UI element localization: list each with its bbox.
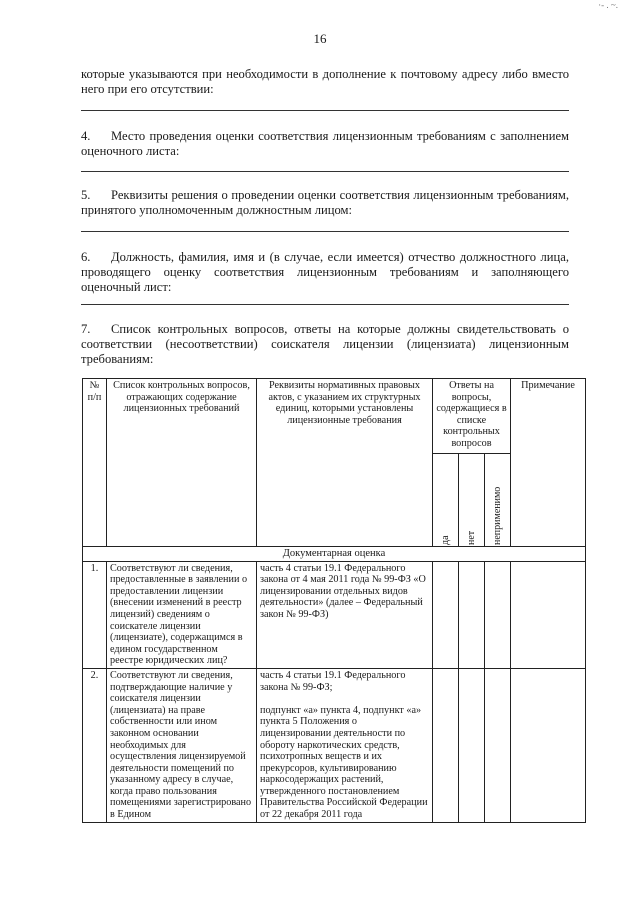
header-no-label: нет (465, 530, 477, 545)
answer-na-cell[interactable] (485, 668, 511, 822)
item-text: Список контрольных вопросов, ответы на которые должны свидетельствовать о соответствии (несоответствии) соискателя лицензии (лицензиата) лицензионным требованиям: (81, 322, 569, 366)
note-cell[interactable] (511, 668, 586, 822)
corner-mark: ·- . ~. (598, 0, 618, 10)
row-question: Соответствуют ли сведения, предоставленные в заявлении о предоставлении лицензии (внесении изменений в реестр лицензий) сведениям о соискателе лицензии (лицензиате), содержащимся в едином государственном реестре юридических лиц? (107, 561, 257, 668)
row-requisite: часть 4 статьи 19.1 Федерального закона от 4 мая 2011 года № 99-ФЗ «О лицензировании отдельных видов деятельности» (далее – Федеральный закон № 99-ФЗ) (257, 561, 433, 668)
header-no (459, 454, 485, 547)
header-yes (433, 454, 459, 547)
item-number: 5. (81, 188, 91, 202)
item-4 (81, 129, 569, 159)
page-number: 16 (313, 31, 327, 46)
item-number: 4. (81, 129, 91, 143)
item-7 (81, 322, 569, 367)
item-6 (81, 250, 569, 295)
row-question: Соответствуют ли сведения, подтверждающие наличие у соискателя лицензии (лицензиата) на праве собственности или ином законном основании необходимых для осуществления лицензируемой деятельности помещений по указанному адресу в случае, когда право пользования помещениями зарегистрировано в Едином (107, 668, 257, 822)
item-number: 6. (81, 250, 91, 264)
item-5 (81, 188, 569, 218)
fill-line-4 (81, 171, 569, 172)
section-row (83, 547, 586, 562)
fill-line-5 (81, 231, 569, 232)
row-number: 2. (83, 668, 107, 822)
header-na (485, 454, 511, 547)
answer-yes-cell[interactable] (433, 668, 459, 822)
header-na-label: неприменимо (491, 486, 503, 545)
header-answers: Ответы на вопросы, содержащиеся в списке контрольных вопросов (433, 379, 511, 454)
answer-no-cell[interactable] (459, 668, 485, 822)
row-requisite: часть 4 статьи 19.1 Федерального закона № 99-ФЗ; подпункт «а» пункта 4, подпункт «а» пункта 5 Положения о лицензировании деятельности по обороту наркотических средств, психотропных веществ и их прекурсоров, культивированию наркосодержащих растений, утвержденного постановлением Правительства Российской Федерации от 22 декабря 2011 года (257, 668, 433, 822)
answer-yes-cell[interactable] (433, 561, 459, 668)
fill-line-3 (81, 110, 569, 111)
header-requisites: Реквизиты нормативных правовых актов, с указанием их структурных единиц, которыми установлены лицензионные требования (257, 379, 433, 547)
header-num: № п/п (83, 379, 107, 547)
answer-na-cell[interactable] (485, 561, 511, 668)
item-text: Должность, фамилия, имя и (в случае, если имеется) отчество должностного лица, проводящего оценку соответствия лицензионным требованиям и заполняющего оценочный лист: (81, 250, 569, 294)
intro-continuation: которые указываются при необходимости в дополнение к почтовому адресу либо вместо него при его отсутствии: (81, 67, 569, 96)
header-note: Примечание (511, 379, 586, 547)
note-cell[interactable] (511, 561, 586, 668)
header-questions: Список контрольных вопросов, отражающих содержание лицензионных требований (107, 379, 257, 547)
answer-no-cell[interactable] (459, 561, 485, 668)
header-row (83, 379, 586, 454)
table-row (83, 561, 586, 668)
checklist-table (82, 378, 586, 823)
table-row (83, 668, 586, 822)
header-yes-label: да (439, 535, 451, 545)
section-title: Документарная оценка (83, 547, 586, 562)
fill-line-6 (81, 304, 569, 305)
row-number: 1. (83, 561, 107, 668)
item-text: Реквизиты решения о проведении оценки соответствия лицензионным требованиям, принятого уполномоченным должностным лицом: (81, 188, 569, 217)
item-number: 7. (81, 322, 91, 336)
item-text: Место проведения оценки соответствия лицензионным требованиям с заполнением оценочного листа: (81, 129, 569, 158)
